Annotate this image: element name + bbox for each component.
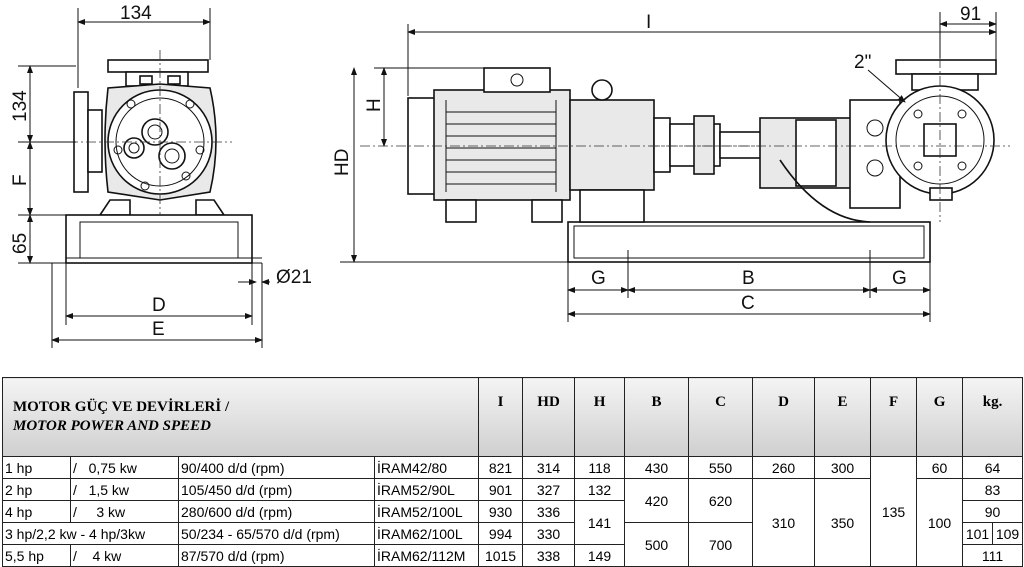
dim-hd: HD [332,148,353,176]
cell-speed: 90/400 d/d (rpm) [179,457,375,479]
cell-hd: 327 [523,479,575,501]
dim-f: F [10,174,31,186]
cell-hd: 336 [523,501,575,523]
cell-g: 60 [917,457,963,479]
cell-i: 1015 [479,545,523,567]
table-row [3,457,1023,479]
cell-kw: / 0,75 kw [71,457,179,479]
cell-speed: 105/450 d/d (rpm) [179,479,375,501]
cell-h: 149 [575,545,625,567]
header-g: G [917,378,963,457]
cell-speed: 87/570 d/d (rpm) [179,545,375,567]
cell-model: İRAM62/112M [375,545,479,567]
cell-kw: / 4 kw [71,545,179,567]
cell-i: 994 [479,523,523,545]
dim-g-right: G [892,268,907,289]
header-d: D [753,378,815,457]
cell-kg: 90 [963,501,1023,523]
cell-kg: 64 [963,457,1023,479]
cell-speed: 280/600 d/d (rpm) [179,501,375,523]
cell-g: 100 [917,479,963,567]
cell-i: 901 [479,479,523,501]
cell-hp: 2 hp [3,479,71,501]
header-i: I [479,378,523,457]
front-view [10,3,312,348]
cell-kw: / 1,5 kw [71,479,179,501]
cell-model: İRAM52/90L [375,479,479,501]
cell-c: 550 [689,457,753,479]
cell-hp: 5,5 hp [3,545,71,567]
dim-g-left: G [591,268,606,289]
header-c: C [689,378,753,457]
header-kg: kg. [963,378,1023,457]
dim-motor-offset: 91 [960,4,982,25]
table-row [3,479,1023,501]
cell-c: 620 [689,479,753,523]
cell-f: 135 [871,457,917,567]
cell-e: 350 [815,479,871,567]
dim-overall-length: I [646,12,652,33]
dim-d: D [152,295,166,316]
header-b: B [625,378,689,457]
header-e: E [815,378,871,457]
cell-kw-value: 1,5 kw [88,481,130,498]
header-h: H [575,378,625,457]
cell-power: 3 hp/2,2 kw - 4 hp/3kw [3,523,179,545]
cell-speed: 50/234 - 65/570 d/d (rpm) [179,523,375,545]
cell-model: İRAM52/100L [375,501,479,523]
cell-b: 420 [625,479,689,523]
cell-h: 141 [575,501,625,545]
cell-model: İRAM62/100L [375,523,479,545]
cell-kg: 83 [963,479,1023,501]
header-f: F [871,378,917,457]
cell-h: 118 [575,457,625,479]
cell-hp: 1 hp [3,457,71,479]
table-title [3,378,479,457]
cell-d: 260 [753,457,815,479]
cell-hd: 330 [523,523,575,545]
cell-kw-value: 4 kw [92,547,122,564]
cell-d: 310 [753,479,815,567]
dim-hole-dia: Ø21 [276,267,312,288]
cell-kg: 111 [963,545,1023,567]
header-hd: HD [523,378,575,457]
cell-i: 930 [479,501,523,523]
dim-e: E [152,319,165,340]
cell-kw-value: 0,75 kw [88,459,137,476]
cell-c: 700 [689,523,753,567]
dim-flange-height: 134 [10,90,31,122]
table-header-row [3,378,1023,457]
dim-c: C [741,293,755,314]
cell-h: 132 [575,479,625,501]
cell-hd: 314 [523,457,575,479]
motor-spec-table [2,377,1023,567]
cell-kw: / 3 kw [71,501,179,523]
dim-h: H [364,98,385,112]
dim-base-height: 65 [10,232,31,254]
cell-model: İRAM42/80 [375,457,479,479]
cell-kg-b: 109 [993,523,1023,545]
cell-b: 500 [625,523,689,567]
cell-hp: 4 hp [3,501,71,523]
dim-b: B [742,268,755,289]
cell-i: 821 [479,457,523,479]
side-view [332,4,1010,322]
dim-flange-width: 134 [120,3,152,24]
cell-hd: 338 [523,545,575,567]
cell-b: 430 [625,457,689,479]
table-title-en: MOTOR POWER AND SPEED [13,418,211,434]
dim-pipe-size: 2" [854,52,872,73]
cell-e: 300 [815,457,871,479]
cell-kw-value: 3 kw [96,503,126,520]
table-title-tr: MOTOR GÜÇ VE DEVİRLERİ / [13,399,230,415]
cell-kg-a: 101 [963,523,993,545]
